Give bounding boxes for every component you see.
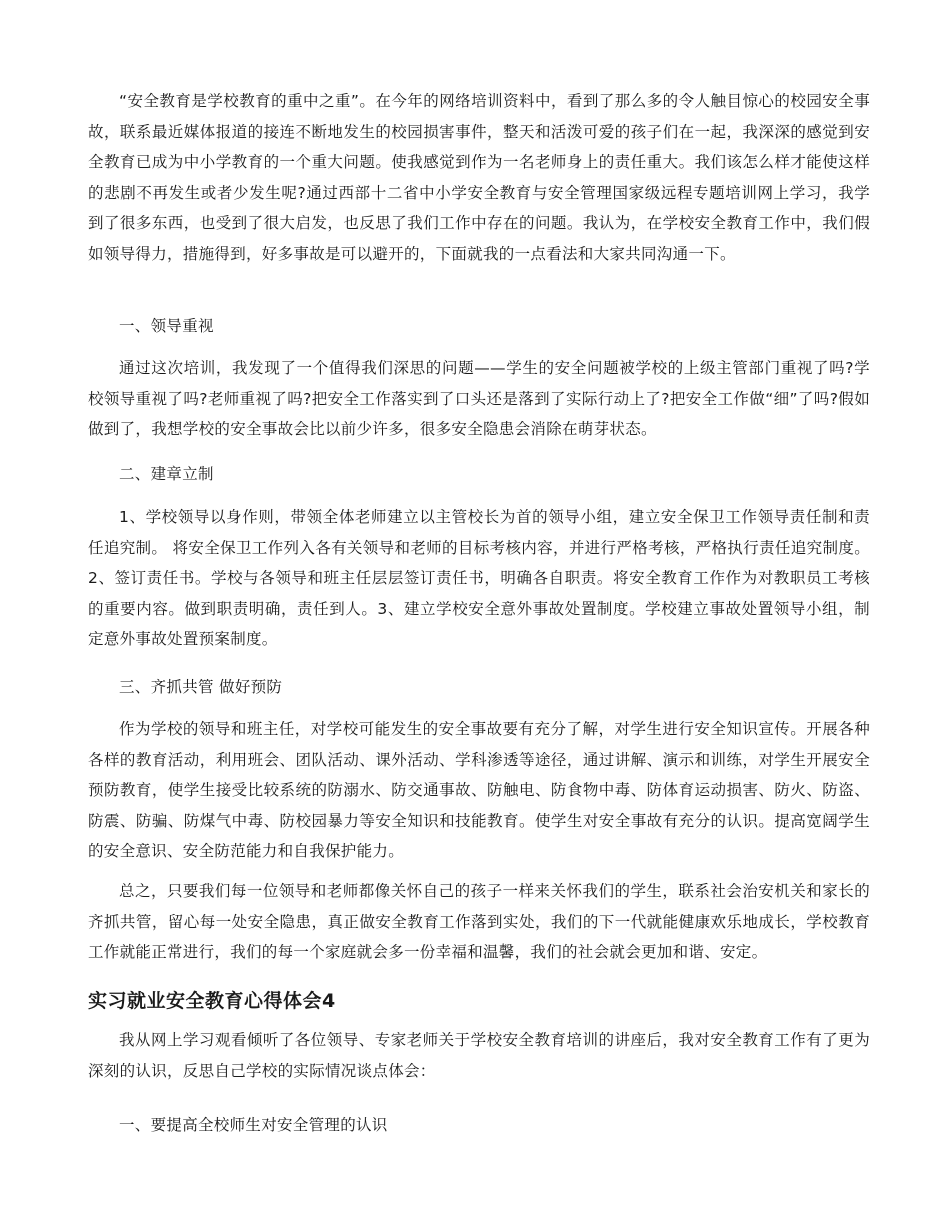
paragraph-rules: 1、学校领导以身作则，带领全体老师建立以主管校长为首的领导小组，建立安全保卫工作领导责任制和责任追究制。 将安全保卫工作列入各有关领导和老师的目标考核内容，并进行严格考核，严格执行责任追究制度。2、签订责任书。学校与各领导和班主任层层签订责任书，明确各自职责。将安全教育工作作为对教职员工考核的重要内容。做到职责明确，责任到人。3、建立学校安全意外事故处置制度。学校建立事故处置领导小组，制定意外事故处置预案制度。 <box>88 508 870 648</box>
heading-rules-system: 二、建章立制 <box>119 465 214 483</box>
paragraph-conclusion: 总之，只要我们每一位领导和老师都像关怀自己的孩子一样来关怀我们的学生，联系社会治安机关和家长的齐抓共管，留心每一处安全隐患，真正做安全教育工作落到实处，我们的下一代就能健康欢乐地成长，学校教育工作就能正常进行，我们的每一个家庭就会多一份幸福和温馨，我们的社会就会更加和谐、安定。 <box>88 882 870 961</box>
section-title: 实习就业安全教育心得体会4 <box>88 990 336 1012</box>
paragraph-prevention: 作为学校的领导和班主任，对学校可能发生的安全事故要有充分了解，对学生进行安全知识宣传。开展各种各样的教育活动，利用班会、团队活动、课外活动、学科渗透等途径，通过讲解、演示和训练，对学生开展安全预防教育，使学生接受比较系统的防溺水、防交通事故、防触电、防食物中毒、防体育运动损害、防火、防盗、防震、防骗、防煤气中毒、防校园暴力等安全知识和技能教育。使学生对安全事故有充分的认识。提高宽阔学生的安全意识、安全防范能力和自我保护能力。 <box>88 720 870 860</box>
intro-paragraph: “安全教育是学校教育的重中之重”。在今年的网络培训资料中，看到了那么多的令人触目惊心的校园安全事故，联系最近媒体报道的接连不断地发生的校园损害事件，整天和活泼可爱的孩子们在一起，我深深的感觉到安全教育已成为中小学教育的一个重大问题。使我感觉到作为一名老师身上的责任重大。我们该怎么样才能使这样的悲剧不再发生或者少发生呢?通过西部十二省中小学安全教育与安全管理国家级远程专题培训网上学习，我学到了很多东西，也受到了很大启发，也反思了我们工作中存在的问题。我认为，在学校安全教育工作中，我们假如领导得力，措施得到，好多事故是可以避开的，下面就我的一点看法和大家共同沟通一下。 <box>88 92 870 263</box>
heading-joint-management: 三、齐抓共管 做好预防 <box>119 678 283 696</box>
paragraph-leadership: 通过这次培训，我发现了一个值得我们深思的问题——学生的安全问题被学校的上级主管部门重视了吗?学校领导重视了吗?老师重视了吗?把安全工作落实到了口头还是落到了实际行动上了?把安全工作做“细”了吗?假如做到了，我想学校的安全事故会比以前少许多，很多安全隐患会消除在萌芽状态。 <box>88 359 870 438</box>
heading-improve-awareness: 一、要提高全校师生对安全管理的认识 <box>119 1116 388 1134</box>
paragraph-intro-section-4: 我从网上学习观看倾听了各位领导、专家老师关于学校安全教育培训的讲座后，我对安全教育工作有了更为深刻的认识，反思自己学校的实际情况谈点体会： <box>88 1031 870 1080</box>
heading-leadership-attention: 一、领导重视 <box>119 317 214 335</box>
